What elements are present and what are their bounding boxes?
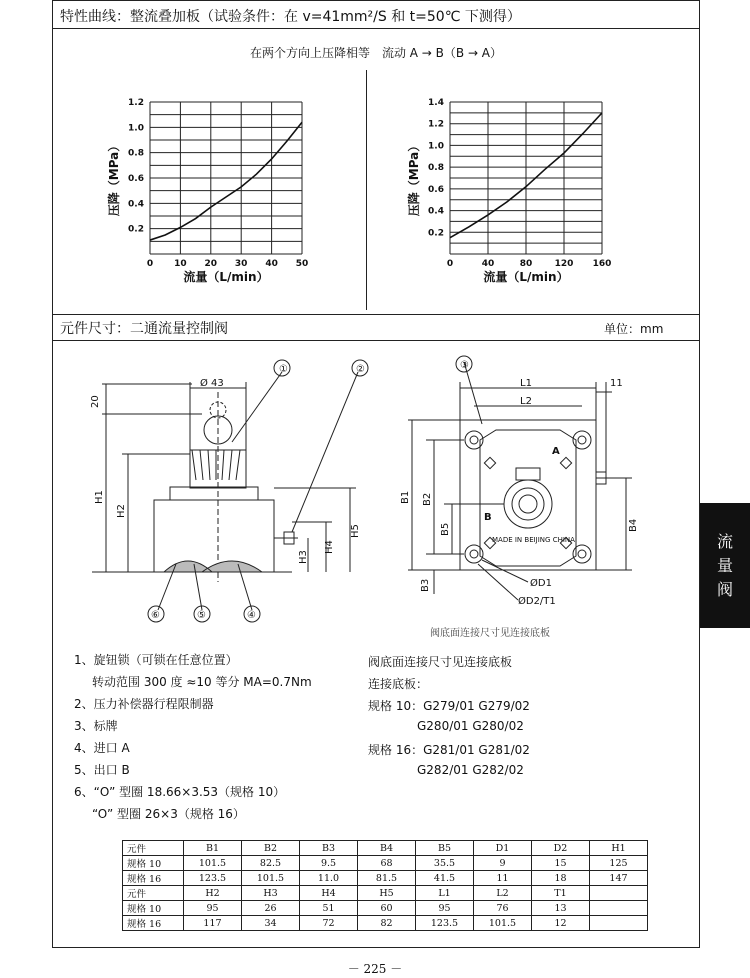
note-1: 阀底面连接尺寸见连接底板: [368, 655, 513, 669]
dimensions-title: 元件尺寸：二通流量控制阀: [60, 321, 228, 337]
section-divider: [52, 314, 700, 315]
note-3: 规格 10：G279/01 G279/02: [368, 699, 530, 713]
table-cell: 26: [242, 901, 300, 916]
legend-item-2: 2、压力补偿器行程限制器: [74, 697, 214, 711]
table-cell: [590, 886, 648, 901]
table-cell: 76: [474, 901, 532, 916]
x-axis-label: 流量（L/min）: [183, 270, 269, 284]
dim-b4: B4: [628, 518, 639, 532]
dim-h1: H1: [94, 490, 105, 504]
note-2: 连接底板：: [368, 677, 429, 691]
table-cell: 34: [242, 916, 300, 931]
table-cell: 元件: [123, 841, 184, 856]
legend-item-6: 6、“O” 型圈 18.66×3.53（规格 10）: [74, 785, 286, 799]
technical-drawing: [52, 342, 700, 642]
side-tab-char: 量: [716, 555, 733, 575]
x-tick-label: 0: [446, 259, 454, 269]
dim-h2: H2: [116, 504, 127, 518]
y-tick-label: 0.4: [428, 206, 444, 217]
note-6: G282/01 G282/02: [417, 763, 524, 777]
note-4: G280/01 G280/02: [417, 719, 524, 733]
table-cell: 41.5: [416, 871, 474, 886]
y-tick-label: 0.8: [128, 148, 144, 159]
table-cell: [590, 916, 648, 931]
header-divider: [52, 28, 700, 29]
y-tick-label: 1.2: [428, 119, 444, 130]
y-tick-label: 0.2: [428, 228, 444, 239]
table-cell: D2: [532, 841, 590, 856]
y-tick-label: 0.6: [428, 184, 444, 195]
table-cell: 18: [532, 871, 590, 886]
table-cell: 123.5: [184, 871, 242, 886]
table-cell: 12: [532, 916, 590, 931]
table-cell: 81.5: [358, 871, 416, 886]
table-cell: 9: [474, 856, 532, 871]
dim-b1: B1: [400, 490, 411, 504]
side-tab-char: 流: [716, 531, 733, 551]
note-5: 规格 16：G281/01 G281/02: [368, 743, 530, 757]
dim-phi43: Ø 43: [200, 378, 224, 389]
x-tick-label: 10: [174, 259, 187, 269]
nameplate-text: MADE IN BEIJING CHINA: [492, 536, 575, 544]
legend-item-1: 1、旋钮锁（可锁在任意位置）: [74, 653, 238, 667]
table-row: [123, 901, 648, 916]
table-cell: 9.5: [300, 856, 358, 871]
legend-item-3: 3、标牌: [74, 719, 118, 733]
dim-11: 11: [610, 378, 623, 389]
table-cell: 规格 10: [123, 856, 184, 871]
table-cell: H3: [242, 886, 300, 901]
callout-5: ⑤: [197, 610, 206, 621]
x-tick-label: 80: [519, 259, 533, 269]
x-tick-label: 120: [554, 259, 574, 269]
drawing-caption: 阀底面连接尺寸见连接底板: [430, 628, 550, 639]
valve-body-front: [154, 500, 274, 572]
port-a-label: A: [552, 446, 560, 457]
table-cell: 11.0: [300, 871, 358, 886]
table-cell: H1: [590, 841, 648, 856]
dim-h5: H5: [350, 524, 361, 538]
table-cell: 82: [358, 916, 416, 931]
table-row: [123, 886, 648, 901]
callout-1: ①: [279, 364, 288, 375]
x-tick-label: 30: [234, 259, 248, 269]
port-b-label: B: [484, 512, 492, 523]
table-cell: 规格 16: [123, 871, 184, 886]
table-cell: B1: [184, 841, 242, 856]
table-cell: 60: [358, 901, 416, 916]
table-row: [123, 916, 648, 931]
y-tick-label: 0.6: [128, 174, 144, 184]
table-cell: T1: [532, 886, 590, 901]
table-cell: 72: [300, 916, 358, 931]
y-axis-label: 压降（MPa）: [107, 139, 121, 217]
dim-b5: B5: [440, 522, 451, 536]
dim-b3: B3: [420, 578, 431, 592]
table-cell: B2: [242, 841, 300, 856]
x-tick-label: 0: [146, 259, 154, 269]
table-row: [123, 841, 648, 856]
callout-2: ②: [356, 364, 365, 375]
table-cell: 82.5: [242, 856, 300, 871]
table-cell: 117: [184, 916, 242, 931]
y-axis-label: 压降（MPa）: [407, 139, 421, 217]
y-tick-label: 1.2: [128, 98, 144, 108]
y-tick-label: 0.2: [128, 224, 144, 235]
table-cell: B3: [300, 841, 358, 856]
y-tick-label: 1.0: [128, 123, 144, 134]
x-tick-label: 50: [295, 259, 309, 269]
dim-d1: ØD1: [530, 578, 552, 589]
table-cell: 68: [358, 856, 416, 871]
table-cell: 95: [416, 901, 474, 916]
table-cell: 15: [532, 856, 590, 871]
table-cell: D1: [474, 841, 532, 856]
table-cell: 规格 16: [123, 916, 184, 931]
chart-divider: [366, 70, 367, 310]
table-cell: 35.5: [416, 856, 474, 871]
y-tick-label: 0.8: [428, 163, 444, 174]
dim-b2: B2: [422, 492, 433, 506]
chart-caption: 在两个方向上压降相等 流动 A → B（B → A）: [249, 46, 503, 60]
table-cell: L2: [474, 886, 532, 901]
legend-item-5: 5、出口 B: [74, 763, 130, 777]
x-tick-label: 40: [265, 259, 278, 269]
table-cell: B5: [416, 841, 474, 856]
dim-h4: H4: [324, 540, 335, 554]
table-cell: 101.5: [184, 856, 242, 871]
legend-item-6b: “O” 型圈 26×3（规格 16）: [92, 807, 245, 821]
dimensions-table: [122, 840, 648, 931]
table-cell: B4: [358, 841, 416, 856]
table-cell: 125: [590, 856, 648, 871]
dim-20: 20: [90, 395, 101, 408]
table-cell: 123.5: [416, 916, 474, 931]
dim-l1: L1: [520, 378, 532, 389]
dim-l2: L2: [520, 396, 532, 407]
callout-6: ⑥: [151, 610, 160, 621]
x-tick-label: 20: [204, 259, 218, 269]
table-row: [123, 871, 648, 886]
legend-item-1b: 转动范围 300 度 ≈10 等分 MA=0.7Nm: [92, 675, 312, 689]
y-tick-label: 0.4: [128, 199, 144, 210]
table-cell: 11: [474, 871, 532, 886]
dim-h3: H3: [298, 550, 309, 564]
table-cell: 规格 10: [123, 901, 184, 916]
table-cell: 147: [590, 871, 648, 886]
page-title: 特性曲线：整流叠加板（试验条件：在 v=41mm²/S 和 t=50℃ 下测得）: [60, 9, 521, 25]
table-cell: H5: [358, 886, 416, 901]
x-tick-label: 40: [481, 259, 495, 269]
table-cell: [590, 901, 648, 916]
side-tab-char: 阀: [716, 579, 733, 599]
table-cell: 元件: [123, 886, 184, 901]
table-cell: 101.5: [242, 871, 300, 886]
y-tick-label: 1.0: [428, 141, 444, 152]
table-cell: L1: [416, 886, 474, 901]
unit-label: 单位：mm: [604, 322, 664, 336]
callout-4: ④: [247, 610, 256, 621]
dim-d2-t1: ØD2/T1: [518, 596, 556, 607]
x-tick-label: 160: [592, 259, 612, 269]
x-axis-label: 流量（L/min）: [483, 270, 569, 284]
page-number: － 225 －: [347, 962, 403, 976]
table-cell: H4: [300, 886, 358, 901]
table-cell: H2: [184, 886, 242, 901]
table-cell: 101.5: [474, 916, 532, 931]
table-cell: 51: [300, 901, 358, 916]
table-cell: 13: [532, 901, 590, 916]
table-cell: 95: [184, 901, 242, 916]
section-divider-2: [52, 340, 700, 341]
table-row: [123, 856, 648, 871]
side-tab: [700, 503, 750, 628]
chart-left: [100, 92, 330, 292]
chart-right: [400, 92, 630, 292]
y-tick-label: 1.4: [428, 98, 444, 108]
legend-item-4: 4、进口 A: [74, 741, 130, 755]
callout-3: ③: [460, 360, 469, 371]
